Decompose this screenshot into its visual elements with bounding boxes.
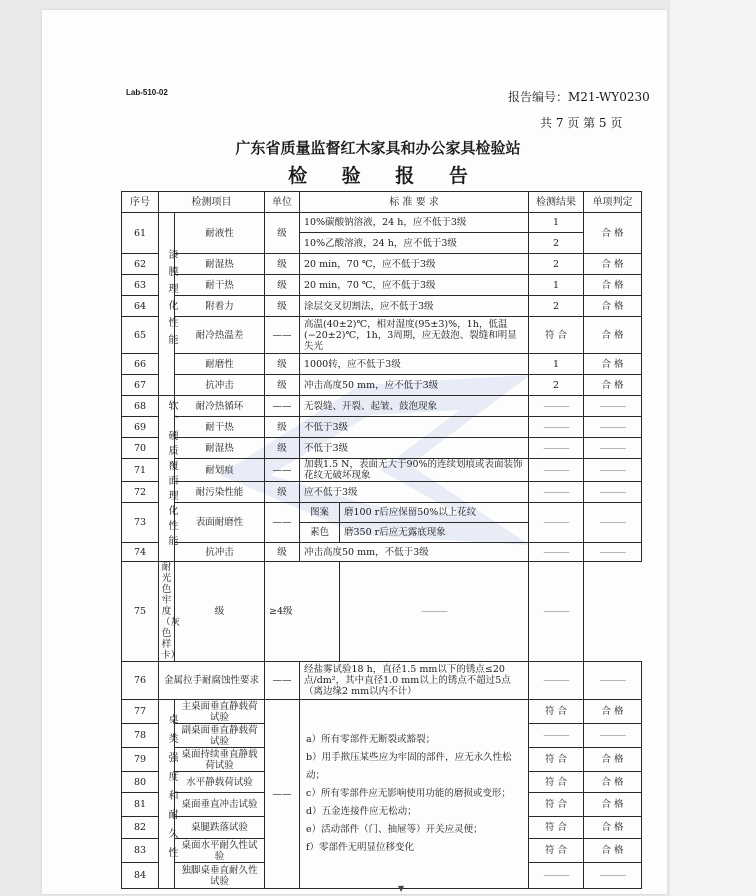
row-no: 76 xyxy=(122,662,159,700)
requirement-line: d）五金连接件应无松动； xyxy=(306,806,417,817)
row-verdict: 合 格 xyxy=(584,213,642,254)
row-unit: 级 xyxy=(265,438,300,459)
row-no: 67 xyxy=(122,375,159,396)
row-item: 金属拉手耐腐蚀性要求 xyxy=(159,662,265,700)
row-requirement: 20 min，70 ℃，应不低于3级 xyxy=(300,254,529,275)
row-verdict: 合 格 xyxy=(584,317,642,354)
row-no: 62 xyxy=(122,254,159,275)
row-no: 82 xyxy=(122,817,159,839)
row-result: 符 合 xyxy=(529,700,584,724)
row-no: 83 xyxy=(122,839,159,863)
report-number: 报告编号：M21-WY0230 xyxy=(508,90,650,104)
row-item: 耐光色牢度（灰色样卡） xyxy=(159,562,175,662)
row-verdict: ——— xyxy=(584,417,642,438)
row-verdict: ——— xyxy=(584,503,642,543)
header-result: 检测结果 xyxy=(529,192,584,213)
row-result: 2 xyxy=(529,233,584,254)
row-result: ——— xyxy=(529,459,584,482)
row-no: 63 xyxy=(122,275,159,296)
row-no: 77 xyxy=(122,700,159,724)
row-result: 2 xyxy=(529,375,584,396)
table-row xyxy=(122,543,642,562)
row-verdict: 合 格 xyxy=(584,375,642,396)
row-verdict: ——— xyxy=(529,562,584,662)
row-item: 抗冲击 xyxy=(175,375,265,396)
row-item: 表面耐磨性 xyxy=(175,503,265,543)
row-no: 78 xyxy=(122,724,159,748)
header-no: 序号 xyxy=(122,192,159,213)
row-verdict: ——— xyxy=(584,662,642,700)
row-item: 主桌面垂直静载荷试验 xyxy=(175,700,265,724)
row-requirement: 加载1.5 N，表面无大于90%的连续划痕或表面装饰花纹无破坏现象 xyxy=(300,459,529,482)
row-item: 耐干热 xyxy=(175,275,265,296)
row-verdict: ——— xyxy=(584,459,642,482)
row-no: 71 xyxy=(122,459,159,482)
row-requirement: 不低于3级 xyxy=(300,417,529,438)
row-result: ——— xyxy=(529,863,584,889)
row-item: 抗冲击 xyxy=(175,543,265,562)
strength-unit: —— xyxy=(265,700,300,889)
row-item: 独脚桌垂直耐久性试验 xyxy=(175,863,265,889)
row-verdict: 合 格 xyxy=(584,748,642,772)
row-requirement: 冲击高度50 mm，不低于3级 xyxy=(300,543,529,562)
row-no: 72 xyxy=(122,482,159,503)
row-unit: 级 xyxy=(265,296,300,317)
organization-name: 广东省质量监督红木家具和办公家具检验站 xyxy=(235,139,521,157)
row-verdict: ——— xyxy=(584,396,642,417)
row-result: 2 xyxy=(529,254,584,275)
table-row xyxy=(122,275,642,296)
row-verdict: 合 格 xyxy=(584,296,642,317)
header-standard: 标 准 要 求 xyxy=(300,192,529,213)
row-requirement: 磨350 r后应无露底现象 xyxy=(340,523,529,543)
row-item: 耐湿热 xyxy=(175,438,265,459)
requirement-line: c）所有零部件应无影响使用功能的磨损或变形； xyxy=(306,788,511,799)
row-unit: 级 xyxy=(265,543,300,562)
row-unit: —— xyxy=(265,459,300,482)
row-verdict: 合 格 xyxy=(584,354,642,375)
row-requirement: 涂层交叉切割法，应不低于3级 xyxy=(300,296,529,317)
row-requirement: ≥4级 xyxy=(265,562,340,662)
row-no: 61 xyxy=(122,213,159,254)
row-requirement: 冲击高度50 mm，应不低于3级 xyxy=(300,375,529,396)
table-row xyxy=(122,317,642,354)
row-item: 附着力 xyxy=(175,296,265,317)
table-row xyxy=(122,375,642,396)
row-verdict: ——— xyxy=(584,863,642,889)
row-verdict: 合 格 xyxy=(584,700,642,724)
row-unit: 级 xyxy=(265,254,300,275)
row-no: 74 xyxy=(122,543,159,562)
report-title: 检 验 报 告 xyxy=(288,165,482,187)
row-result: 符 合 xyxy=(529,839,584,863)
row-unit: 级 xyxy=(265,213,300,254)
row-verdict: 合 格 xyxy=(584,817,642,839)
row-unit: —— xyxy=(265,396,300,417)
table-row xyxy=(122,417,642,438)
row-item: 耐干热 xyxy=(175,417,265,438)
row-item: 耐液性 xyxy=(175,213,265,254)
category-coating: 漆膜理化性能 xyxy=(159,213,175,396)
row-result: 1 xyxy=(529,213,584,233)
row-verdict: ——— xyxy=(584,724,642,748)
row-result: ——— xyxy=(529,503,584,543)
scan-edge xyxy=(670,0,756,896)
row-no: 64 xyxy=(122,296,159,317)
category-veneer: 软、硬质覆面理化性能 xyxy=(159,396,175,562)
row-unit: 级 xyxy=(265,482,300,503)
requirement-line: a）所有零部件无断裂或豁裂； xyxy=(306,734,436,745)
page-info: 共 7 页 第 5 页 xyxy=(540,116,623,130)
table-row xyxy=(122,254,642,275)
row-unit: 级 xyxy=(265,354,300,375)
row-no: 75 xyxy=(122,562,159,662)
row-requirement: 1000转，应不低于3级 xyxy=(300,354,529,375)
row-requirement: 应不低于3级 xyxy=(300,482,529,503)
row-no: 65 xyxy=(122,317,159,354)
row-item: 桌面水平耐久性试验 xyxy=(175,839,265,863)
row-result: 符 合 xyxy=(529,748,584,772)
row-item: 桌腿跌落试验 xyxy=(175,817,265,839)
category-strength: 桌类强度和耐久性 xyxy=(159,700,175,889)
row-no: 69 xyxy=(122,417,159,438)
row-item: 耐磨性 xyxy=(175,354,265,375)
scroll-down-icon[interactable]: ▼ xyxy=(398,884,405,893)
row-no: 84 xyxy=(122,863,159,889)
row-item: 桌面垂直冲击试验 xyxy=(175,793,265,817)
row-result: 1 xyxy=(529,354,584,375)
table-row xyxy=(122,459,642,482)
row-result: ——— xyxy=(529,482,584,503)
row-item: 耐冷热温差 xyxy=(175,317,265,354)
table-header-row xyxy=(122,192,642,213)
header-verdict: 单项判定 xyxy=(584,192,642,213)
row-verdict: 合 格 xyxy=(584,839,642,863)
row-verdict: 合 格 xyxy=(584,275,642,296)
row-requirement: 磨100 r后应保留50%以上花纹 xyxy=(340,503,529,523)
row-item: 耐污染性能 xyxy=(175,482,265,503)
lab-code: Lab-510-02 xyxy=(126,88,168,97)
row-verdict: 合 格 xyxy=(584,254,642,275)
row-item: 耐划痕 xyxy=(175,459,265,482)
row-unit: —— xyxy=(265,662,300,700)
row-verdict: ——— xyxy=(584,543,642,562)
table-row xyxy=(122,213,642,233)
table-row xyxy=(122,562,642,662)
row-result: 1 xyxy=(529,275,584,296)
row-result: 2 xyxy=(529,296,584,317)
requirement-line: e）活动部件（门、抽屉等）开关应灵便； xyxy=(306,824,483,835)
row-result: ——— xyxy=(529,438,584,459)
row-result: ——— xyxy=(529,543,584,562)
row-verdict: 合 格 xyxy=(584,793,642,817)
row-item: 桌面持续垂直静载荷试验 xyxy=(175,748,265,772)
row-unit: 级 xyxy=(175,562,265,662)
row-requirement: 20 min，70 ℃，应不低于3级 xyxy=(300,275,529,296)
row-verdict: ——— xyxy=(584,482,642,503)
table-row xyxy=(122,700,642,724)
row-result: ——— xyxy=(529,724,584,748)
row-verdict: 合 格 xyxy=(584,772,642,793)
row-item: 耐湿热 xyxy=(175,254,265,275)
row-no: 79 xyxy=(122,748,159,772)
row-unit: 级 xyxy=(265,375,300,396)
row-result: 符 合 xyxy=(529,772,584,793)
row-requirement: 10%碳酸钠溶液，24 h，应不低于3级 xyxy=(300,213,529,233)
row-result: ——— xyxy=(340,562,529,662)
row-result: ——— xyxy=(529,417,584,438)
table-row xyxy=(122,482,642,503)
header-unit: 单位 xyxy=(265,192,300,213)
row-requirement: 不低于3级 xyxy=(300,438,529,459)
row-item: 耐冷热循环 xyxy=(175,396,265,417)
row-result: 符 合 xyxy=(529,817,584,839)
sub-label: 图案 xyxy=(300,503,340,523)
sub-label: 素色 xyxy=(300,523,340,543)
row-verdict: ——— xyxy=(584,438,642,459)
row-no: 80 xyxy=(122,772,159,793)
row-no: 81 xyxy=(122,793,159,817)
table-row xyxy=(122,438,642,459)
row-no: 70 xyxy=(122,438,159,459)
row-unit: 级 xyxy=(265,417,300,438)
row-no: 73 xyxy=(122,503,159,543)
inspection-table xyxy=(121,191,642,889)
row-requirement: 经盐雾试验18 h，直径1.5 mm以下的锈点≤20点/dm²，其中直径1.0 mm以上的锈点不超过5点（离边缘2 mm以内不计） xyxy=(300,662,529,700)
row-unit: —— xyxy=(265,503,300,543)
table-row xyxy=(122,296,642,317)
row-item: 副桌面垂直静载荷试验 xyxy=(175,724,265,748)
row-requirement: 高温(40±2)℃，相对湿度(95±3)%，1h，低温(−20±2)℃，1h，3周期，应无鼓泡、裂缝和明显失光 xyxy=(300,317,529,354)
row-item: 水平静载荷试验 xyxy=(175,772,265,793)
row-no: 66 xyxy=(122,354,159,375)
header-item: 检测项目 xyxy=(159,192,265,213)
row-requirement: 无裂缝、开裂、起皱、鼓泡现象 xyxy=(300,396,529,417)
strength-requirements xyxy=(300,700,529,889)
row-result: ——— xyxy=(529,396,584,417)
requirement-line: f）零部件无明显位移变化 xyxy=(306,842,415,853)
row-no: 68 xyxy=(122,396,159,417)
row-unit: 级 xyxy=(265,275,300,296)
row-unit: —— xyxy=(265,317,300,354)
row-requirement: 10%乙酸溶液，24 h，应不低于3级 xyxy=(300,233,529,254)
table-row xyxy=(122,354,642,375)
row-result: 符 合 xyxy=(529,317,584,354)
table-row xyxy=(122,662,642,700)
requirement-line: b）用手揿压某些应为牢固的部件，应无永久性松动； xyxy=(306,752,512,781)
row-result: ——— xyxy=(529,662,584,700)
table-row xyxy=(122,503,642,523)
row-result: 符 合 xyxy=(529,793,584,817)
table-row xyxy=(122,396,642,417)
